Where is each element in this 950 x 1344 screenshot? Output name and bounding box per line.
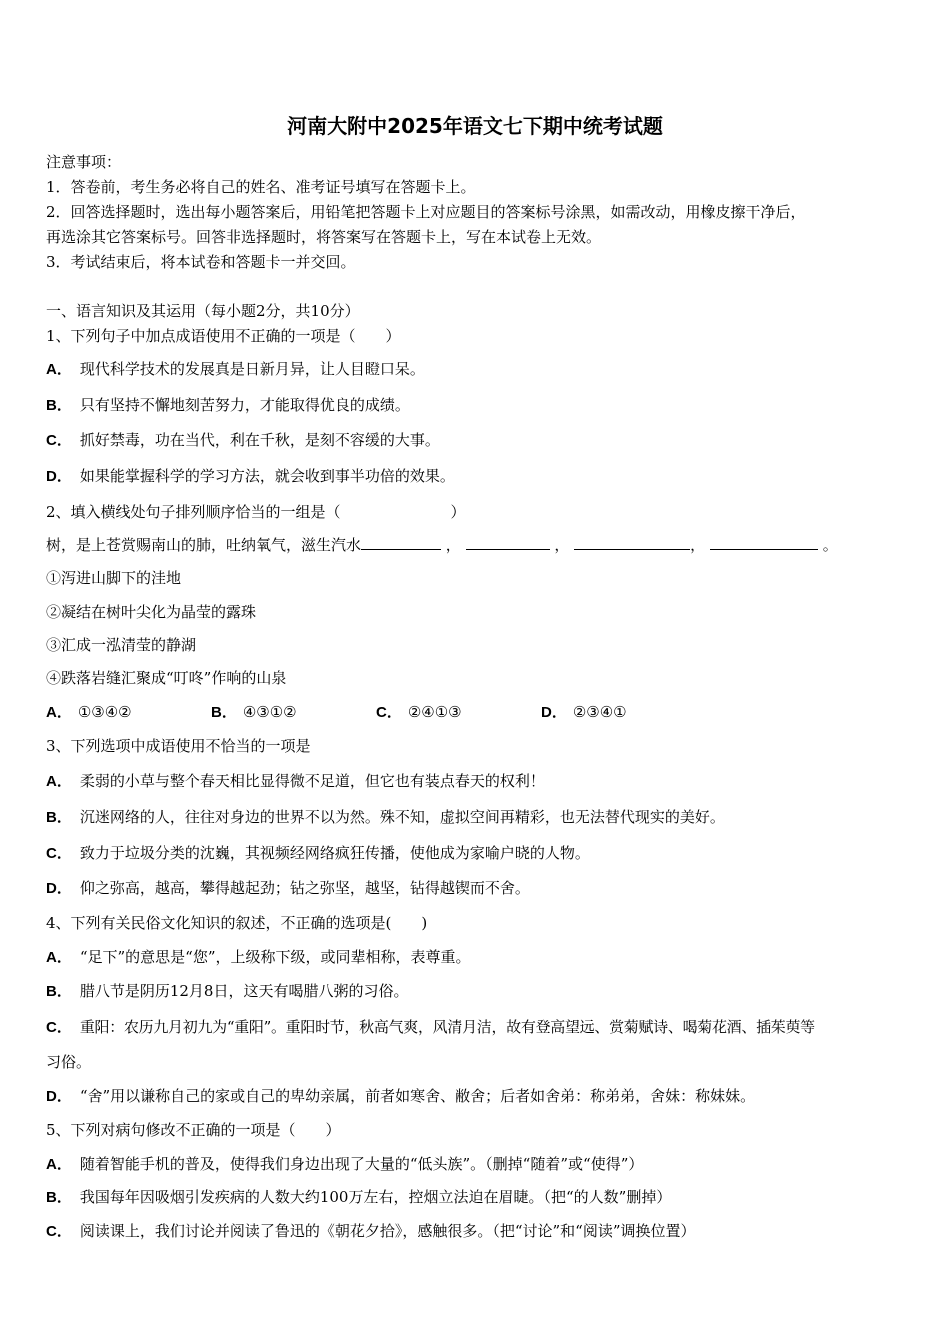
question-5-option-c xyxy=(46,1220,696,1243)
blank-2[interactable] xyxy=(466,535,550,550)
notice-item: 再选涂其它答案标号。回答非选择题时，将答案写在答题卡上，写在本试卷上无效。 xyxy=(46,228,602,246)
question-2-item: ①泻进山脚下的洼地 xyxy=(46,569,182,587)
question-1-option-a xyxy=(46,358,425,381)
option-label: C． xyxy=(46,845,72,862)
notice-heading: 注意事项： xyxy=(46,153,122,171)
question-5-stem: 5、下列对病句修改不正确的一项是（ ） xyxy=(46,1121,341,1139)
option-label: C． xyxy=(46,432,72,449)
question-2-item: ④跌落岩缝汇聚成“叮咚”作响的山泉 xyxy=(46,669,287,687)
question-3-option-b xyxy=(46,806,725,829)
question-4-option-b xyxy=(46,980,408,1003)
option-label: A． xyxy=(46,773,72,790)
choice-label: A． xyxy=(46,704,72,721)
choice-c xyxy=(376,701,541,724)
choice-label: C． xyxy=(376,704,402,721)
question-5-option-b xyxy=(46,1186,671,1209)
option-text: 重阳：农历九月初九为“重阳”。重阳时节，秋高气爽，风清月洁，故有登高望远、赏菊赋诗、喝菊花酒、插茱萸等 xyxy=(79,1018,815,1036)
option-text: “舍”用以谦称自己的家或自己的卑幼亲属，前者如寒舍、敝舍；后者如舍弟：称弟弟，舍妹：称妹妹。 xyxy=(79,1087,756,1105)
question-1-option-d xyxy=(46,465,455,488)
separator: ， xyxy=(554,536,570,554)
blank-1[interactable] xyxy=(361,535,441,550)
choice-label: D． xyxy=(541,704,567,721)
option-text: 如果能掌握科学的学习方法，就会收到事半功倍的效果。 xyxy=(79,467,455,485)
notice-item: 1．答卷前，考生务必将自己的姓名、准考证号填写在答题卡上。 xyxy=(46,178,476,196)
question-2-stem xyxy=(46,501,466,523)
question-2-stem-close: ） xyxy=(450,503,466,521)
question-1-stem: 1、下列句子中加点成语使用不正确的一项是（ ） xyxy=(46,327,401,345)
question-4-option-c-continued: 习俗。 xyxy=(46,1053,92,1071)
question-2-choices xyxy=(46,701,706,724)
option-label: C． xyxy=(46,1223,72,1240)
separator: ， xyxy=(445,536,461,554)
option-label: A． xyxy=(46,1156,72,1173)
sentence-end: 。 xyxy=(822,536,838,554)
option-label: D． xyxy=(46,880,72,897)
separator: ， xyxy=(690,536,706,554)
choice-text: ②③④① xyxy=(572,703,627,721)
option-label: C． xyxy=(46,1019,72,1036)
question-5-option-a xyxy=(46,1153,643,1176)
choice-b xyxy=(211,701,376,724)
option-text: 沉迷网络的人，往往对身边的世界不以为然。殊不知，虚拟空间再精彩，也无法替代现实的美好。 xyxy=(79,808,725,826)
option-text: 只有坚持不懈地刻苦努力，才能取得优良的成绩。 xyxy=(79,396,410,414)
section-heading: 一、语言知识及其运用（每小题2分，共10分） xyxy=(46,302,360,320)
option-label: A． xyxy=(46,361,72,378)
question-2-item: ②凝结在树叶尖化为晶莹的露珠 xyxy=(46,603,257,621)
option-text: 致力于垃圾分类的沈巍，其视频经网络疯狂传播，使他成为家喻户晓的人物。 xyxy=(79,844,590,862)
question-4-option-c xyxy=(46,1016,815,1039)
notice-item: 2．回答选择题时，选出每小题答案后，用铅笔把答题卡上对应题目的答案标号涂黑，如需改动，用橡皮擦干净后， xyxy=(46,203,806,221)
option-label: B． xyxy=(46,983,72,1000)
option-text: 腊八节是阴历12月8日，这天有喝腊八粥的习俗。 xyxy=(79,982,409,1000)
option-text: 现代科学技术的发展真是日新月异，让人目瞪口呆。 xyxy=(79,360,425,378)
option-text: 我国每年因吸烟引发疾病的人数大约100万左右，控烟立法迫在眉睫。（把“的人数”删掉） xyxy=(79,1188,672,1206)
option-text: 阅读课上，我们讨论并阅读了鲁迅的《朝花夕拾》，感触很多。（把“讨论”和“阅读”调换位置） xyxy=(79,1222,696,1240)
option-text: “足下”的意思是“您”，上级称下级，或同辈相称，表尊重。 xyxy=(79,948,471,966)
question-2-sentence xyxy=(46,534,838,556)
option-text: 仰之弥高，越高，攀得越起劲；钻之弥坚，越坚，钻得越锲而不舍。 xyxy=(79,879,530,897)
option-label: B． xyxy=(46,1189,72,1206)
question-1-option-c xyxy=(46,429,440,452)
blank-4[interactable] xyxy=(710,535,818,550)
question-2-item: ③汇成一泓清莹的静湖 xyxy=(46,636,197,654)
question-3-option-c xyxy=(46,842,590,865)
option-text: 随着智能手机的普及，使得我们身边出现了大量的“低头族”。（删掉“随着”或“使得”） xyxy=(79,1155,644,1173)
question-3-option-d xyxy=(46,877,530,900)
option-label: B． xyxy=(46,397,72,414)
option-label: B． xyxy=(46,809,72,826)
sentence-start: 树，是上苍赏赐南山的肺，吐纳氧气，滋生汽水 xyxy=(46,536,362,554)
question-3-stem: 3、下列选项中成语使用不恰当的一项是 xyxy=(46,737,311,755)
question-2-stem-text: 2、填入横线处句子排列顺序恰当的一组是（ xyxy=(46,503,341,521)
choice-text: ④③①② xyxy=(242,703,297,721)
option-text: 柔弱的小草与整个春天相比显得微不足道，但它也有装点春天的权利！ xyxy=(79,772,545,790)
blank-3[interactable] xyxy=(574,535,690,550)
choice-text: ①③④② xyxy=(77,703,132,721)
choice-label: B． xyxy=(211,704,237,721)
choice-d xyxy=(541,701,706,724)
question-4-stem: 4、下列有关民俗文化知识的叙述，不正确的选项是( ) xyxy=(46,914,428,932)
option-label: A． xyxy=(46,949,72,966)
question-1-option-b xyxy=(46,394,410,417)
question-4-option-a xyxy=(46,946,471,969)
notice-item: 3．考试结束后，将本试卷和答题卡一并交回。 xyxy=(46,253,356,271)
option-text: 抓好禁毒，功在当代，利在千秋，是刻不容缓的大事。 xyxy=(79,431,440,449)
page-title: 河南大附中2025年语文七下期中统考试题 xyxy=(287,114,663,138)
choice-a xyxy=(46,701,211,724)
option-label: D． xyxy=(46,468,72,485)
question-3-option-a xyxy=(46,770,545,793)
choice-text: ②④①③ xyxy=(407,703,462,721)
option-label: D． xyxy=(46,1088,72,1105)
question-4-option-d xyxy=(46,1085,755,1108)
